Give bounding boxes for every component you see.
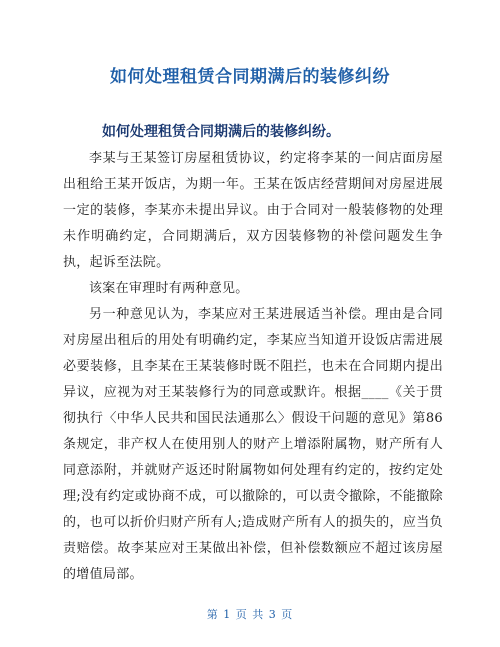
- paragraph-two-opinions: 该案在审理时有两种意见。: [89, 281, 249, 296]
- document-body: [63, 146, 443, 588]
- document-title: 如何处理租赁合同期满后的装修纠纷: [110, 67, 390, 87]
- section-heading: 如何处理租赁合同期满后的装修纠纷。: [102, 124, 340, 140]
- paragraph-case-facts: 李某与王某签订房屋租赁协议，约定将李某的一间店面房屋出租给王某开饭店，为期一年。王某在饭店经营期间对房屋进展一定的装修，李某亦未提出异议。由于合同对一般装修物的处理未作明确约定，合同期满后，双方因装修物的补偿问题发生争执，起诉至法院。: [63, 151, 443, 270]
- page-indicator: 第 1 页 共 3 页: [206, 608, 294, 621]
- paragraph-opinion-compensation: 另一种意见认为，李某应对王某进展适当补偿。理由是合同对房屋出租后的用处有明确约定，李某应当知道开设饭店需进展必要装修，且李某在王某装修时既不阻拦，也未在合同期内提出异议，应视为对王某装修行为的同意或默许。根据____《关于贯彻执行〈中华人民共和国民法通那么〉假设干问题的意见》第86条规定，非产权人在使用别人的财产上增添附属物，财产所有人同意添附，并就财产返还时附属物如何处理有约定的，按约定处理;没有约定或协商不成，可以撤除的，可以责令撤除，不能撤除的，也可以折价归财产所有人;造成财产所有人的损失的，应当负责赔偿。故李某应对王某做出补偿，但补偿数额应不超过该房屋的增值局部。: [63, 307, 443, 582]
